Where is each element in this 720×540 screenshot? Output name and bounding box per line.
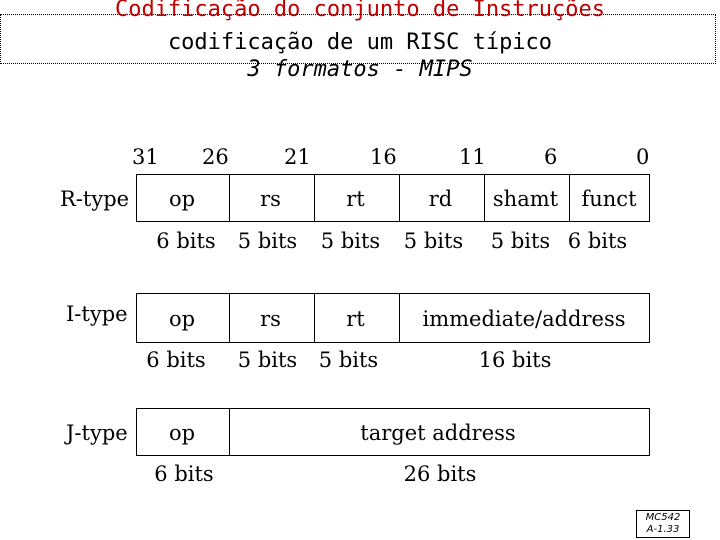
slide-subtitle-formats: 3 formatos - MIPS bbox=[247, 57, 473, 82]
r-type-field-rd: rd bbox=[428, 187, 453, 211]
i-type-size-immediate: 16 bits bbox=[478, 348, 552, 372]
j-type-size-op: 6 bits bbox=[154, 462, 214, 486]
j-type-field-op: op bbox=[168, 421, 196, 445]
slide-footer-badge bbox=[636, 510, 690, 538]
r-type-size-rs: 5 bits bbox=[237, 229, 298, 253]
bit-position-6: 6 bbox=[544, 145, 558, 169]
r-type-field-op: op bbox=[168, 187, 196, 211]
i-type-size-op: 6 bits bbox=[146, 348, 206, 372]
r-type-label: R-type bbox=[60, 187, 130, 211]
r-type-field-shamt: shamt bbox=[492, 187, 559, 211]
r-type-size-shamt: 5 bits bbox=[490, 229, 551, 253]
bit-position-26: 26 bbox=[202, 145, 229, 169]
slide-title: Codificação do conjunto de Instruções bbox=[114, 0, 606, 22]
r-type-field-funct: funct bbox=[581, 187, 637, 211]
bit-position-0: 0 bbox=[636, 145, 650, 169]
i-type-field-immediate: immediate/address bbox=[422, 307, 626, 331]
bit-position-11: 11 bbox=[459, 145, 486, 169]
i-type-field-rs: rs bbox=[260, 307, 281, 331]
r-type-size-funct: 6 bits bbox=[567, 229, 628, 253]
j-type-size-target-address: 26 bits bbox=[403, 462, 477, 486]
j-type-field-target-address: target address bbox=[360, 421, 516, 445]
i-type-label: I-type bbox=[66, 302, 128, 326]
slide-subtitle: codificação de um RISC típico bbox=[167, 30, 553, 55]
bit-position-16: 16 bbox=[370, 145, 397, 169]
i-type-field-op: op bbox=[168, 307, 196, 331]
r-type-size-op: 6 bits bbox=[156, 229, 216, 253]
j-type-label: J-type bbox=[66, 421, 128, 445]
bit-position-31: 31 bbox=[132, 145, 159, 169]
i-type-field-rt: rt bbox=[346, 307, 365, 331]
r-type-field-rs: rs bbox=[260, 187, 281, 211]
footer-course: MC542 bbox=[645, 512, 681, 523]
r-type-size-rt: 5 bits bbox=[320, 229, 381, 253]
footer-page-number: A-1.33 bbox=[646, 524, 680, 535]
i-type-size-rt: 5 bits bbox=[318, 348, 379, 372]
r-type-size-rd: 5 bits bbox=[403, 229, 464, 253]
r-type-field-rt: rt bbox=[346, 187, 365, 211]
i-type-size-rs: 5 bits bbox=[237, 348, 298, 372]
bit-position-21: 21 bbox=[284, 145, 311, 169]
